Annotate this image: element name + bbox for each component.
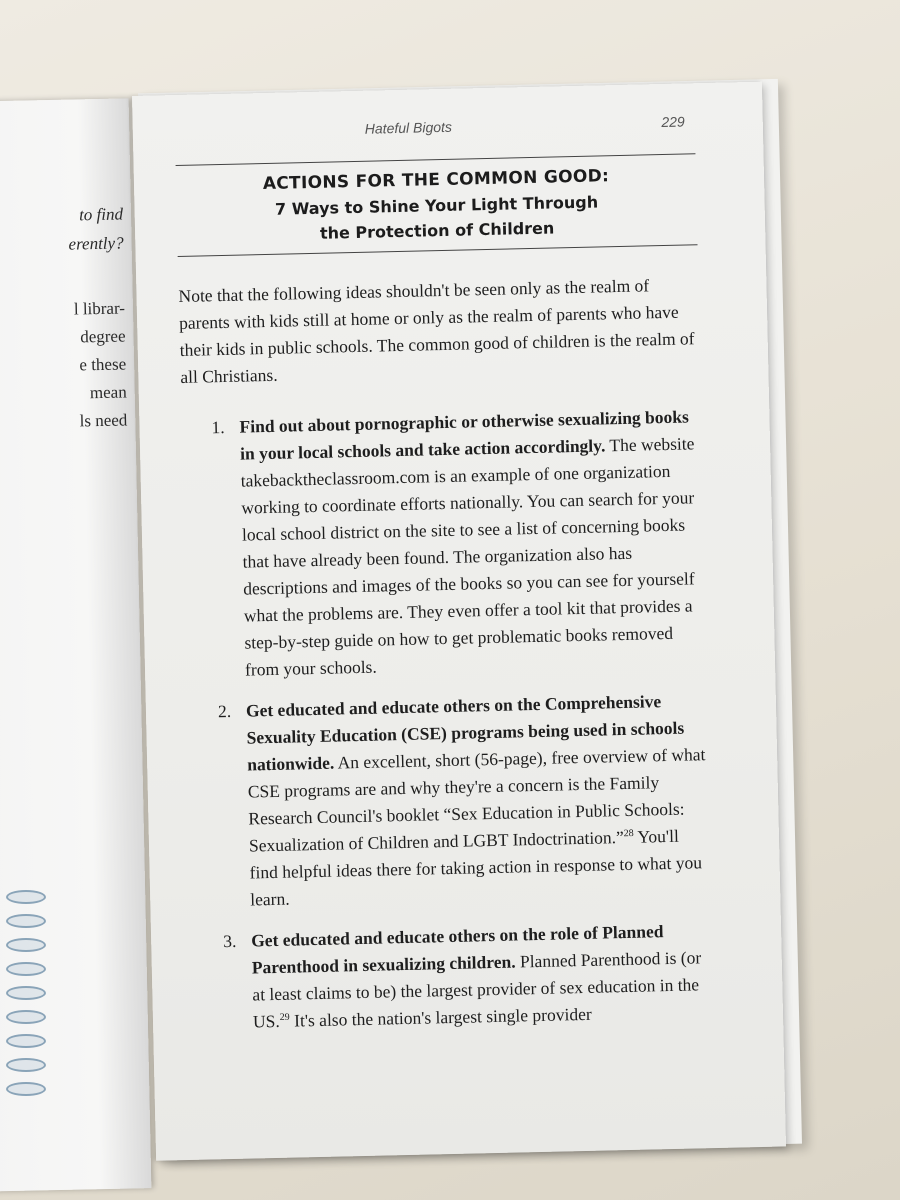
running-head-title: Hateful Bigots <box>364 118 453 137</box>
left-page-fragment: degree <box>80 326 126 347</box>
list-item-heading: Find out about pornographic or otherwise sexualizing books in your local schools and take action accordingly. <box>239 406 690 464</box>
list-item-text: Planned Parenthood is (or at least claims to be) the largest provider of sex education in the US. <box>252 947 702 1032</box>
page-content <box>175 113 716 1051</box>
actions-list <box>181 403 715 1037</box>
list-item-text-after: You'll find helpful ideas there for taking action in response to what you learn. <box>249 825 703 910</box>
left-page-fragment: l librar- <box>73 298 126 319</box>
box-title-line-3: the Protection of Children <box>319 218 555 243</box>
box-title <box>176 154 698 256</box>
list-item-text-after: It's also the nation's largest single provider <box>289 1003 592 1031</box>
spiral-binding <box>0 880 50 1180</box>
list-item-number: 3. <box>222 930 237 952</box>
left-page-fragment: e these <box>79 354 127 375</box>
running-head <box>175 113 695 141</box>
footnote-marker: 29 <box>279 1011 290 1024</box>
page-number: 229 <box>661 113 685 130</box>
list-item-heading: Get educated and educate others on the role of Planned Parenthood in sexualizing children. <box>250 921 664 978</box>
footnote-marker: 28 <box>623 827 634 840</box>
list-item <box>223 917 715 1036</box>
list-item <box>211 403 707 684</box>
box-title-line-2: 7 Ways to Shine Your Light Through <box>274 192 599 219</box>
left-page-fragment: erently? <box>68 233 124 254</box>
book-page <box>132 82 786 1161</box>
list-item-text: The website takebacktheclassroom.com is an example of one organization working to coordinate efforts nationally. You can search for your local school district on the site to see a list of concerning books that have already been found. The organization also has descriptions and images of the books so you can see for yourself what the problems are. They even offer a tool kit that provides a step-by-step guide on how to get problematic books removed from your schools. <box>240 433 695 680</box>
list-item-text: An excellent, short (56-page), free overview of what CSE programs are and why they're a concern is the Family Research Council's booklet “Sex Education in Public Schools: Sexualization of Children and LGBT Indoctrination.” <box>247 744 706 856</box>
list-item-number: 2. <box>217 700 232 722</box>
list-item <box>218 687 713 914</box>
left-page-fragment: mean <box>89 382 127 403</box>
list-item-heading: Get educated and educate others on the Comprehensive Sexuality Education (CSE) programs being used in schools nationwide. <box>245 691 685 775</box>
box-title-line-1: ACTIONS FOR THE COMMON GOOD: <box>262 166 610 195</box>
intro-paragraph: Note that the following ideas shouldn't be seen only as the realm of parents with kids still at home or only as the realm of parents who have their kids in public schools. The common good of children is the realm of all Christians. <box>178 275 695 387</box>
left-page-fragment: ls need <box>79 410 128 431</box>
left-page-fragment: to find <box>78 204 124 225</box>
list-item-number: 1. <box>211 416 225 438</box>
